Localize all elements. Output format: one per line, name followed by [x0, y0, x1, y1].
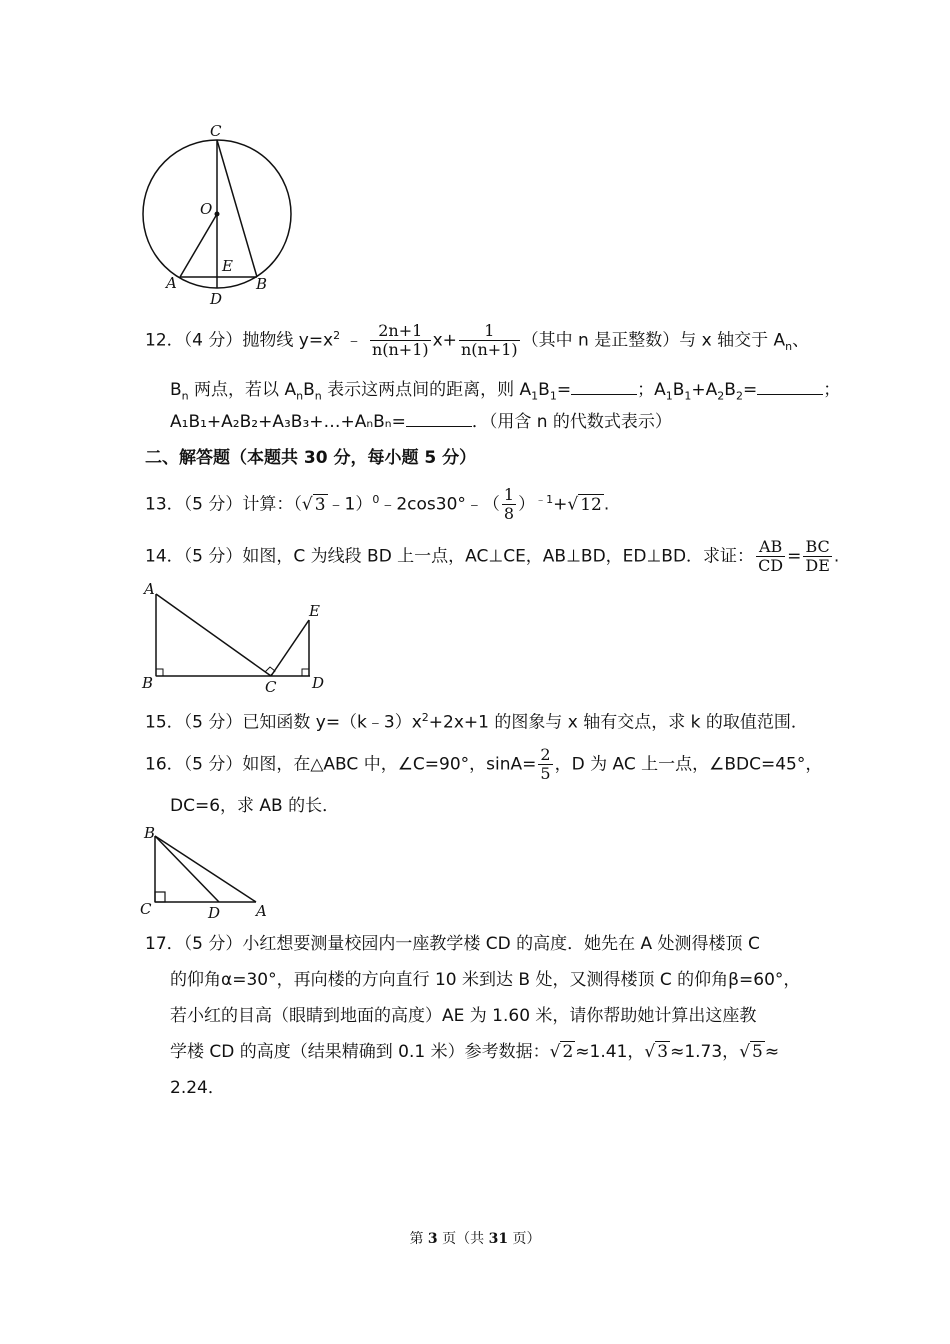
total-pages: 31 [488, 1231, 509, 1247]
q17-line5: 2.24． [170, 1078, 225, 1098]
label-c: C [210, 122, 222, 140]
label-c: C [140, 900, 152, 918]
label-e: E [309, 602, 320, 620]
page-number: 3 [427, 1231, 438, 1247]
right-angle-c [155, 892, 165, 902]
q17-line4: 学楼 CD 的高度（结果精确到 0.1 米）参考数据：√ 2 ≈1.41，√ 3 ≈1.73，√ 5 ≈ [170, 1042, 780, 1062]
section-heading: 二、解答题（本题共 30 分，每小题 5 分） [145, 448, 477, 468]
answer-blank-2[interactable] [757, 378, 823, 395]
q16-line1: 16．（5 分）如图，在△ABC 中，∠C=90°，sinA= $\frac{2}{5}$ ，D 为 AC 上一点，∠BDC=45°， [145, 745, 823, 783]
line-ce [271, 620, 309, 676]
label-a: A [144, 580, 155, 598]
answer-blank-1[interactable] [571, 378, 637, 395]
label-b: B [142, 674, 154, 692]
sqrt2: √ 2 [549, 1042, 574, 1062]
line-ac [156, 594, 271, 676]
line-oa [180, 214, 217, 277]
sqrt3: √ 3 [301, 494, 326, 515]
q14: 14．（5 分）如图，C 为线段 BD 上一点，AC⊥CE，AB⊥BD，ED⊥BD．求证： $\frac{AB}{CD}$ = $\frac{BC}{DE}$ . [145, 537, 840, 575]
sqrt12: √ 12 [567, 494, 602, 515]
label-b: B [256, 275, 268, 293]
figure-16 [138, 824, 278, 920]
q14-frac2: $\frac{BC}{DE}$ [805, 537, 830, 575]
sqrt3b: √ 3 [644, 1042, 669, 1062]
label-d: D [210, 290, 223, 308]
q14-frac1: $\frac{AB}{CD}$ [758, 537, 784, 575]
sqrt5: √ 5 [739, 1042, 763, 1062]
q15: 15．（5 分）已知函数 $y=(k﹣3)x^2+2x+1$ 的图象与 x 轴有交点，求 k 的取值范围． [145, 711, 808, 733]
q16-line2: DC=6，求 AB 的长． [170, 796, 340, 816]
q12-line1: 12．（4 分）抛物线 $y=x^2$ ﹣ $\frac{2n+1}{n(n+1)}$ x+ $\frac{1}{n(n+1)}$ （其中 n 是正整数）与 x 轴交于 $A_n$、 [145, 321, 810, 359]
q12-line2: $B_n$ 两点，若以 $A_nB_n$ 表示这两点间的距离，则 $A_1B_1=$ ；$A_1B_1+A_2B_2=$ ； [170, 380, 841, 403]
label-d: D [312, 674, 325, 692]
label-d: D [208, 904, 221, 920]
center-point [215, 212, 220, 217]
label-a: A [256, 902, 267, 920]
q17-line1: 17．（5 分）小红想要测量校园内一座教学楼 CD 的高度．她先在 A 处测得楼顶 C [145, 934, 760, 954]
label-e: E [222, 257, 233, 275]
line-ba [155, 836, 256, 902]
q17-line3: 若小红的目高（眼睛到地面的高度）AE 为 1.60 米，请你帮助她计算出这座教 [170, 1006, 757, 1026]
q12-frac2: $\frac{1}{n(n+1)}$ [460, 321, 518, 359]
label-c: C [265, 678, 277, 696]
q13: 13．（5 分）计算：（√ 3 ﹣1）$^0$﹣2cos30°﹣（ $\frac{1}{8}$ ）$^{﹣1}$+√ 12 . [145, 485, 610, 523]
right-angle-b [156, 669, 163, 676]
q16-frac: $\frac{2}{5}$ [540, 745, 551, 783]
q12-frac1: $\frac{2n+1}{n(n+1)}$ [371, 321, 429, 359]
circle-figure [138, 118, 298, 308]
right-angle-d [302, 669, 309, 676]
label-b: B [144, 824, 156, 842]
page-footer: 第 3 页（共 31 页） [409, 1231, 541, 1247]
label-o: O [200, 200, 213, 218]
answer-blank-3[interactable] [406, 410, 472, 427]
label-a: A [166, 274, 177, 292]
figure-14 [138, 578, 338, 696]
q17-line2: 的仰角α=30°，再向楼的方向直行 10 米到达 B 处，又测得楼顶 C 的仰角β=60°， [170, 970, 801, 990]
q12-line3: A₁B₁+A₂B₂+A₃B₃+…+AₙBₙ= ．（用含 n 的代数式表示） [170, 412, 672, 432]
q13-frac: $\frac{1}{8}$ [503, 485, 515, 523]
